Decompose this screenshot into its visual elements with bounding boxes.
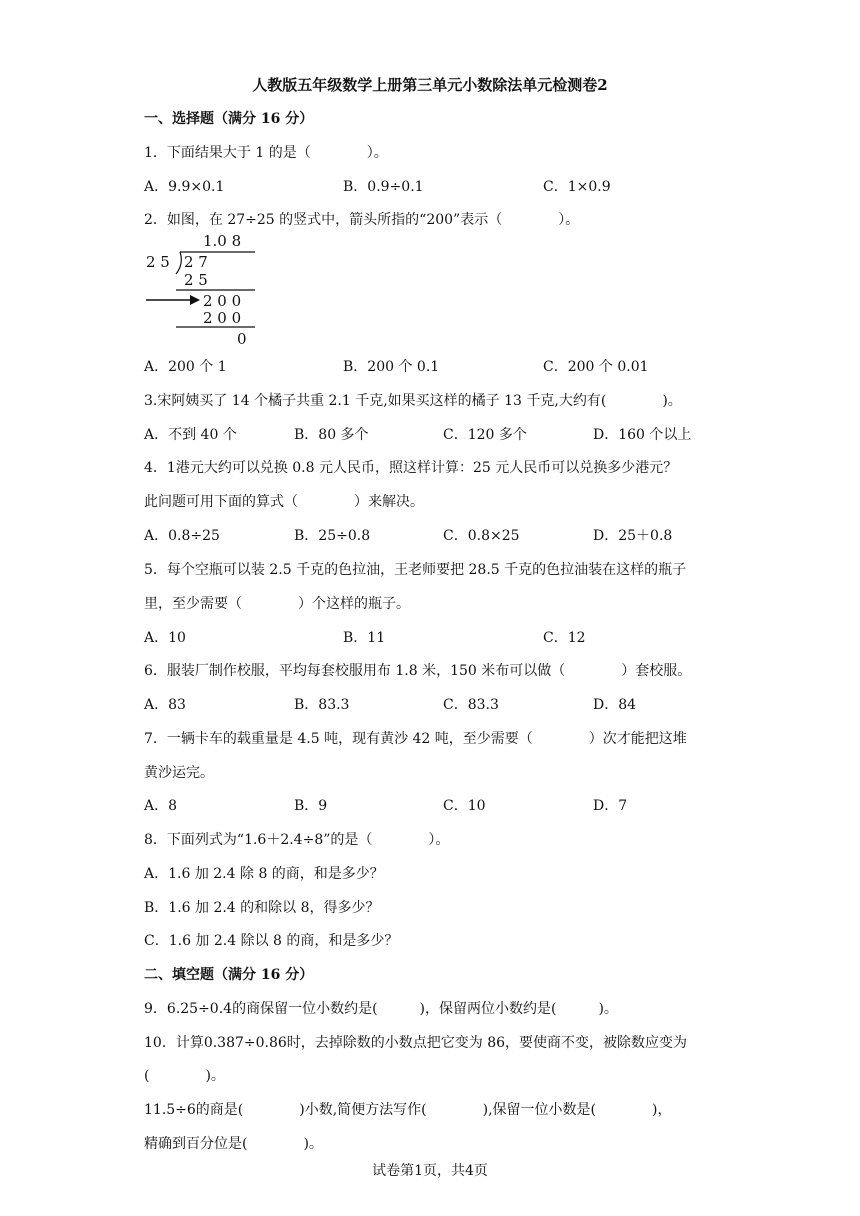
q6-option-a: A．83 bbox=[144, 697, 186, 713]
q8-option-c: C．1.6 加 2.4 除以 8 的商，和是多少？ bbox=[144, 933, 399, 949]
section-choice-heading: 一、选择题（满分 16 分） bbox=[144, 111, 314, 127]
q7-option-d: D．7 bbox=[593, 798, 628, 814]
division-divisor: 2 5 bbox=[146, 253, 170, 271]
q6-option-c: C．83.3 bbox=[443, 697, 499, 713]
q2-option-a: A．200 个 1 bbox=[144, 359, 227, 375]
q5-option-a: A．10 bbox=[144, 630, 186, 646]
q8-option-a: A．1.6 加 2.4 除 8 的商，和是多少？ bbox=[144, 866, 384, 882]
page-footer: 试卷第1页，共4页 bbox=[372, 1163, 488, 1179]
section-fill-heading: 二、填空题（满分 16 分） bbox=[144, 967, 314, 983]
q4-option-a: A．0.8÷25 bbox=[144, 528, 220, 544]
question-4-line-1: 4．1港元大约可以兑换 0.8 元人民币，照这样计算：25 元人民币可以兑换多少港元？ bbox=[144, 460, 678, 476]
division-quotient: 1.0 8 bbox=[203, 232, 242, 250]
q7-option-b: B．9 bbox=[294, 798, 328, 814]
question-7-line-1: 7．一辆卡车的载重量是 4.5 吨，现有黄沙 42 吨，至少需要（ ）次才能把这堆 bbox=[144, 731, 687, 747]
question-8: 8．下面列式为“1.6＋2.4÷8”的是（ ）。 bbox=[144, 832, 450, 848]
q7-option-c: C．10 bbox=[443, 798, 486, 814]
question-4-line-2: 此问题可用下面的算式（ ）来解决。 bbox=[144, 494, 424, 510]
q4-option-b: B．25÷0.8 bbox=[294, 528, 371, 544]
question-1: 1．下面结果大于 1 的是（ ）。 bbox=[144, 145, 388, 161]
q4-option-c: C．0.8×25 bbox=[443, 528, 520, 544]
question-10-line-2: ( )。 bbox=[144, 1068, 225, 1084]
q3-option-a: A．不到 40 个 bbox=[144, 427, 237, 443]
question-11-line-2: 精确到百分位是( )。 bbox=[144, 1136, 323, 1152]
question-5-line-1: 5．每个空瓶可以装 2.5 千克的色拉油，王老师要把 28.5 千克的色拉油装在这样的瓶子 bbox=[144, 562, 687, 578]
q1-option-a: A．9.9×0.1 bbox=[144, 179, 225, 195]
question-7-line-2: 黄沙运完。 bbox=[144, 765, 214, 781]
question-2: 2．如图，在 27÷25 的竖式中，箭头所指的“200”表示（ ）。 bbox=[144, 212, 580, 228]
division-subtract-1: 2 5 bbox=[184, 271, 208, 289]
division-lines bbox=[140, 244, 260, 334]
division-remainder-1: 2 0 0 bbox=[203, 292, 242, 310]
page-title: 人教版五年级数学上册第三单元小数除法单元检测卷2 bbox=[252, 76, 608, 94]
q2-option-b: B．200 个 0.1 bbox=[343, 359, 440, 375]
division-subtract-2: 2 0 0 bbox=[203, 309, 242, 327]
question-10-line-1: 10．计算0.387÷0.86时，去掉除数的小数点把它变为 86，要使商不变，被除数应变为 bbox=[144, 1035, 688, 1051]
q6-option-d: D．84 bbox=[593, 697, 637, 713]
q8-option-b: B．1.6 加 2.4 的和除以 8，得多少？ bbox=[144, 900, 380, 916]
question-11-line-1: 11.5÷6的商是( )小数,简便方法写作( ),保留一位小数是( )， bbox=[144, 1102, 672, 1118]
q5-option-b: B．11 bbox=[343, 630, 386, 646]
q3-option-d: D．160 个以上 bbox=[593, 427, 692, 443]
q3-option-b: B．80 多个 bbox=[294, 427, 369, 443]
question-3: 3.宋阿姨买了 14 个橘子共重 2.1 千克,如果买这样的橘子 13 千克,大约有( )。 bbox=[144, 393, 682, 409]
q2-option-c: C．200 个 0.01 bbox=[543, 359, 649, 375]
q4-option-d: D．25＋0.8 bbox=[593, 528, 673, 544]
division-dividend: 2 7 bbox=[184, 253, 208, 271]
q7-option-a: A．8 bbox=[144, 798, 178, 814]
question-6: 6．服装厂制作校服，平均每套校服用布 1.8 米，150 米布可以做（ ）套校服。 bbox=[144, 663, 692, 679]
arrow-icon bbox=[146, 295, 200, 305]
q3-option-c: C．120 多个 bbox=[443, 427, 527, 443]
q6-option-b: B．83.3 bbox=[294, 697, 350, 713]
question-5-line-2: 里，至少需要（ ）个这样的瓶子。 bbox=[144, 596, 410, 612]
question-9: 9．6.25÷0.4的商保留一位小数约是( )，保留两位小数约是( )。 bbox=[144, 1001, 618, 1017]
division-remainder-2: 0 bbox=[237, 330, 247, 348]
q5-option-c: C．12 bbox=[543, 630, 586, 646]
q1-option-c: C．1×0.9 bbox=[543, 179, 611, 195]
q1-option-b: B．0.9÷0.1 bbox=[343, 179, 424, 195]
